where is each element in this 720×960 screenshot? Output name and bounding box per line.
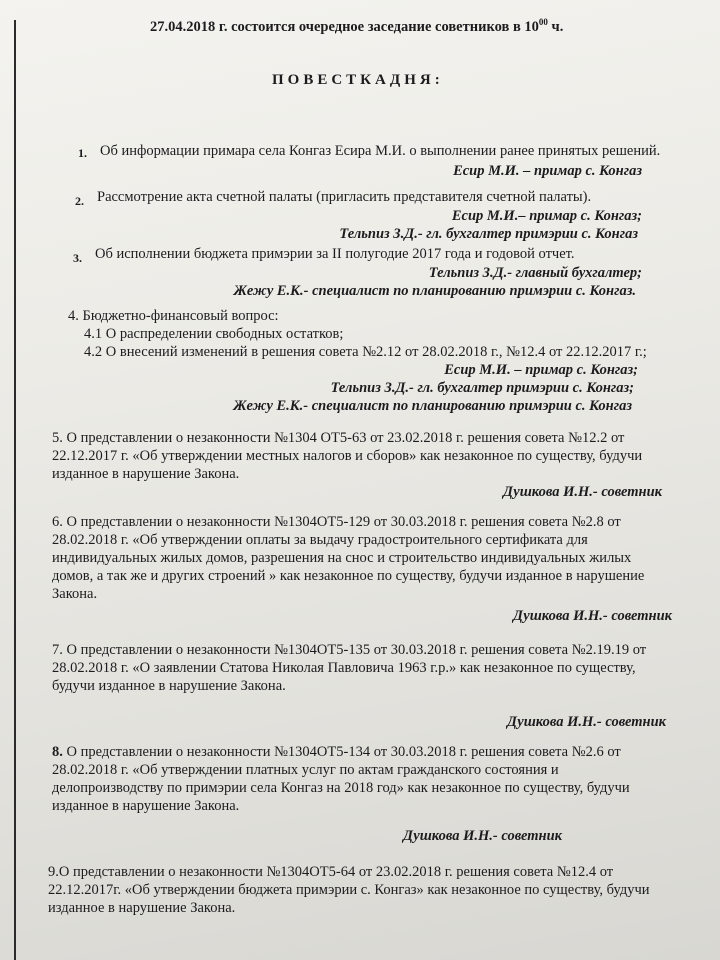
item-3-speaker-1: Тельпиз З.Д.- главный бухгалтер; bbox=[428, 265, 642, 281]
item-9-line-3: изданное в нарушение Закона. bbox=[48, 900, 236, 916]
item-6-line-3: индивидуальных жилых домов, разрешения на снос и строительство индивидуальных жилых bbox=[52, 550, 632, 566]
item-3-text: Об исполнении бюджета примэрии за II полугодие 2017 года и годовой отчет. bbox=[95, 246, 575, 262]
meeting-date-line: 27.04.2018 г. состоится очередное заседание советников в $10^{00}$ ч. bbox=[150, 17, 564, 35]
item-6-line-1: 6. О представлении о незаконности №1304ОТ5-129 от 30.03.2018 г. решения совета №2.8 от bbox=[52, 514, 621, 530]
item-2-text: Рассмотрение акта счетной палаты (пригласить представителя счетной палаты). bbox=[97, 189, 592, 205]
item-1-speaker: Есир М.И. – примар с. Конгаз bbox=[453, 163, 642, 179]
item-4-heading: 4. Бюджетно-финансовый вопрос: bbox=[68, 308, 279, 324]
item-4-speaker-1: Есир М.И. – примар с. Конгаз; bbox=[444, 362, 638, 378]
item-3-number: 3. bbox=[73, 251, 82, 265]
page-edge-line bbox=[14, 20, 16, 960]
item-7-speaker: Душкова И.Н.- советник bbox=[507, 714, 666, 730]
item-7-line-3: будучи изданное в нарушение Закона. bbox=[52, 678, 286, 694]
item-5-line-1: 5. О представлении о незаконности №1304 ОТ5-63 от 23.02.2018 г. решения совета №12.2 от bbox=[52, 430, 625, 446]
item-7-line-2: 28.02.2018 г. «О заявлении Статова Николая Павловича 1963 г.р.» как незаконное по существу, bbox=[52, 660, 636, 676]
item-2-speaker-2: Тельпиз З.Д.- гл. бухгалтер примэрии с. Конгаз bbox=[339, 226, 638, 242]
item-9-line-2: 22.12.2017г. «Об утверждении бюджета примэрии с. Конгаз» как незаконное по существу, будучи bbox=[48, 882, 650, 898]
item-1-number: 1. bbox=[78, 146, 87, 160]
item-8-line-1: 8. О представлении о незаконности №1304ОТ5-134 от 30.03.2018 г. решения совета №2.6 от bbox=[52, 744, 621, 760]
item-5-line-2: 22.12.2017 г. «Об утверждении местных налогов и сборов» как незаконное по существу, будучи bbox=[52, 448, 643, 464]
item-1-text: Об информации примара села Конгаз Есира М.И. о выполнении ранее принятых решений. bbox=[100, 143, 661, 159]
item-8-line-2: 28.02.2018 г. «Об утверждении платных услуг по актам гражданского состояния и bbox=[52, 762, 559, 778]
item-7-line-1: 7. О представлении о незаконности №1304ОТ5-135 от 30.03.2018 г. решения совета №2.19.19 от bbox=[52, 642, 647, 658]
item-6-line-2: 28.02.2018 г. «Об утверждении оплаты за выдачу градостроительного сертификата для bbox=[52, 532, 588, 548]
agenda-title: ПОВЕСТКАДНЯ: bbox=[272, 72, 444, 88]
item-8-line-4: изданное в нарушение Закона. bbox=[52, 798, 240, 814]
item-4-sub-2: 4.2 О внесений изменений в решения совета №2.12 от 28.02.2018 г., №12.4 от 22.12.2017 г.; bbox=[84, 344, 647, 360]
item-5-speaker: Душкова И.Н.- советник bbox=[503, 484, 662, 500]
item-5-line-3: изданное в нарушение Закона. bbox=[52, 466, 240, 482]
item-2-number: 2. bbox=[75, 194, 84, 208]
item-9-line-1: 9.О представлении о незаконности №1304ОТ5-64 от 23.02.2018 г. решения совета №12.4 от bbox=[48, 864, 614, 880]
item-6-line-4: домов, а так же и других строений » как незаконное по существу, будучи изданное в нарушение bbox=[52, 568, 645, 584]
item-4-sub-1: 4.1 О распределении свободных остатков; bbox=[84, 326, 344, 342]
item-6-speaker: Душкова И.Н.- советник bbox=[513, 608, 672, 624]
item-8-line-3: делопроизводству по примэрии села Конгаз на 2018 год» как незаконное по существу, будучи bbox=[52, 780, 630, 796]
item-8-speaker: Душкова И.Н.- советник bbox=[403, 828, 562, 844]
item-3-speaker-2: Жежу Е.К.- специалист по планированию примэрии с. Конгаз. bbox=[233, 283, 636, 299]
item-2-speaker-1: Есир М.И.– примар с. Конгаз; bbox=[451, 208, 642, 224]
item-6-line-5: Закона. bbox=[52, 586, 98, 602]
item-4-speaker-3: Жежу Е.К.- специалист по планированию примэрии с. Конгаз bbox=[233, 398, 632, 414]
item-4-speaker-2: Тельпиз З.Д.- гл. бухгалтер примэрии с. Конгаз; bbox=[330, 380, 634, 396]
